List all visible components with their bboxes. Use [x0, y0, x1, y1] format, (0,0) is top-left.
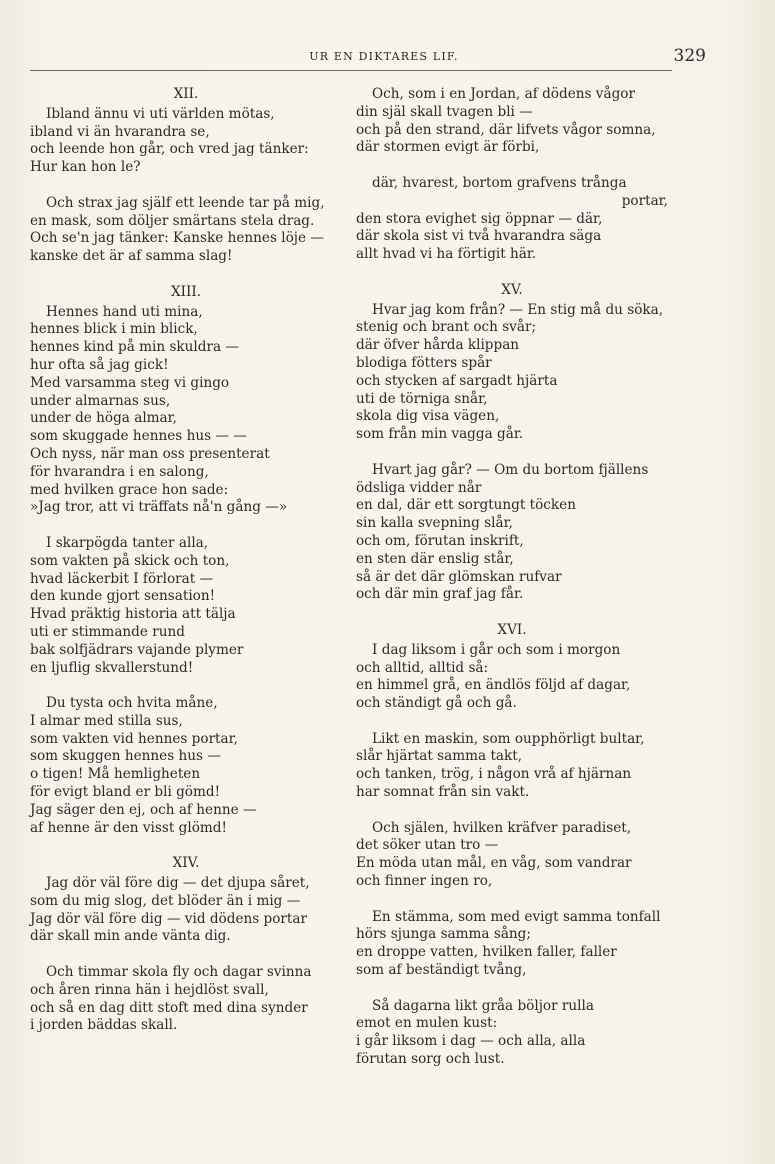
- stanza: [30, 195, 342, 266]
- poem-line: Och se'n jag tänker: Kanske hennes löje —: [30, 230, 324, 247]
- page-number: 329: [673, 46, 706, 66]
- poem-line: En stämma, som med evigt samma tonfall: [372, 908, 661, 925]
- poem-line: hennes kind på min skuldra —: [30, 339, 239, 356]
- header-rule: [30, 70, 672, 71]
- stanza: [30, 304, 342, 518]
- section-number: XIV.: [172, 855, 200, 872]
- poem-line: Ibland ännu vi uti världen mötas,: [46, 105, 275, 122]
- poem-line: den stora evighet sig öppnar — där,: [356, 210, 603, 227]
- poem-line: Hur kan hon le?: [30, 159, 141, 176]
- poem-line: Jag dör väl före dig — det djupa såret,: [46, 875, 310, 892]
- poem-line: där stormen evigt är förbi,: [356, 139, 540, 156]
- poem-line: och ständigt gå och gå.: [356, 695, 517, 712]
- poem-line: Hennes hand uti mina,: [46, 303, 203, 320]
- poem-line: och på den strand, där lifvets vågor somna,: [356, 121, 656, 138]
- poem-line: emot en mulen kust:: [356, 1015, 498, 1032]
- poem-line: I dag liksom i går och som i morgon: [372, 641, 621, 658]
- poem-line: Hvart jag går? — Om du bortom fjällens: [372, 461, 649, 478]
- stanza: [30, 535, 342, 677]
- page-header: [30, 46, 738, 68]
- poem-line: som skuggade hennes hus — —: [30, 428, 247, 445]
- section-number: XII.: [173, 86, 199, 102]
- poem-line: ödsliga vidder når: [356, 479, 482, 496]
- left-column: [30, 86, 342, 1053]
- poem-line: som af beständigt tvång,: [356, 962, 527, 979]
- poem-line: blodiga fötters spår: [356, 354, 492, 371]
- poem-line: med hvilken grace hon sade:: [30, 481, 229, 498]
- poem-line: en droppe vatten, hvilken faller, faller: [356, 944, 617, 961]
- poem-line: allt hvad vi ha förtigit här.: [356, 246, 537, 263]
- poem-line: så är det där glömskan rufvar: [356, 568, 562, 585]
- poem-line: af henne är den visst glömd!: [30, 819, 227, 836]
- stanza: [30, 964, 342, 1035]
- stanza: [30, 875, 342, 946]
- poem-line: hvad läckerbit I förlorat —: [30, 570, 214, 587]
- stanza: [356, 998, 668, 1069]
- poem-line: som vakten på skick och ton,: [30, 552, 230, 569]
- poem-line: och där min graf jag får.: [356, 586, 524, 603]
- poem-line: Och själen, hvilken kräfver paradiset,: [372, 819, 632, 836]
- poem-line: stenig och brant och svår;: [356, 319, 537, 336]
- poem-line: »Jag tror, att vi träffats nå'n gång —»: [30, 499, 288, 516]
- poem-line: hörs sjunga samma sång;: [356, 926, 531, 943]
- poem-line: och tanken, trög, i någon vrå af hjärnan: [356, 766, 632, 783]
- poem-line: skola dig visa vägen,: [356, 408, 500, 425]
- poem-line: Och, som i en Jordan, af dödens vågor: [372, 86, 635, 102]
- poem-line: Med varsamma steg vi gingo: [30, 374, 230, 391]
- poem-line: och finner ingen ro,: [356, 873, 493, 890]
- poem-line: uti er stimmande rund: [30, 623, 185, 640]
- poem-line: I skarpögda tanter alla,: [46, 534, 209, 551]
- poem-line: sin kalla svepning slår,: [356, 515, 513, 532]
- right-column: [356, 86, 668, 1087]
- stanza: [356, 86, 668, 157]
- stanza: [30, 106, 342, 177]
- poem-line: och alltid, alltid så:: [356, 659, 489, 676]
- stanza: [356, 302, 668, 444]
- poem-line: och stycken af sargadt hjärta: [356, 372, 558, 389]
- poem-line: I almar med stilla sus,: [30, 712, 183, 729]
- stanza: [356, 909, 668, 980]
- stanza: [356, 820, 668, 891]
- stanza: [356, 731, 668, 802]
- poem-line: kanske det är af samma slag!: [30, 248, 233, 265]
- poem-line: där, hvarest, bortom grafvens trånga: [372, 174, 627, 191]
- stanza: [30, 695, 342, 837]
- poem-line: under de höga almar,: [30, 410, 177, 427]
- poem-line: Jag dör väl före dig — vid dödens portar: [30, 910, 307, 927]
- poem-line: en dal, där ett sorgtungt töcken: [356, 497, 576, 514]
- poem-line: en sten där enslig står,: [356, 550, 514, 567]
- poem-line: En möda utan mål, en våg, som vandrar: [356, 855, 632, 872]
- poem-line: slår hjärtat samma takt,: [356, 748, 523, 765]
- poem-line: den kunde gjort sensation!: [30, 588, 216, 605]
- stanza: [356, 175, 668, 264]
- poem-line: o tigen! Må hemligheten: [30, 766, 201, 783]
- poem-line: hennes blick i min blick,: [30, 321, 198, 338]
- poem-line: för hvarandra i en salong,: [30, 463, 209, 480]
- running-title: UR EN DIKTARES LIF.: [309, 50, 459, 63]
- poem-line: där skola sist vi två hvarandra säga: [356, 228, 602, 245]
- poem-line: din själ skall tvagen bli —: [356, 103, 533, 120]
- poem-line: som skuggen hennes hus —: [30, 748, 221, 765]
- poem-line: där öfver hårda klippan: [356, 337, 520, 354]
- poem-line: Så dagarna likt gråa böljor rulla: [372, 997, 594, 1014]
- poem-line: en mask, som döljer smärtans stela drag.: [30, 212, 315, 229]
- poem-line: Hvad präktig historia att tälja: [30, 606, 236, 623]
- section-number: XVI.: [497, 621, 527, 638]
- poem-line: under almarnas sus,: [30, 392, 171, 409]
- poem-line: en ljuflig skvallerstund!: [30, 659, 194, 676]
- section-number: XIII.: [170, 283, 202, 300]
- section-number: XV.: [501, 281, 523, 298]
- poem-line: Du tysta och hvita måne,: [46, 695, 218, 712]
- poem-line: Och nyss, när man oss presenterat: [30, 445, 270, 462]
- poem-line: Likt en maskin, som oupphörligt bultar,: [372, 730, 645, 747]
- poem-line: ibland vi än hvarandra se,: [30, 123, 210, 140]
- poem-line: i går liksom i dag — och alla, alla: [356, 1033, 586, 1050]
- poem-line: Jag säger den ej, och af henne —: [30, 801, 257, 818]
- poem-line: Och timmar skola fly och dagar svinna: [46, 964, 312, 981]
- poem-line: där skall min ande vänta dig.: [30, 928, 231, 945]
- poem-line: för evigt bland er bli gömd!: [30, 784, 221, 801]
- poem-line: som du mig slog, det blöder än i mig —: [30, 892, 301, 909]
- stanza: [356, 462, 668, 604]
- poem-line: Och strax jag själf ett leende tar på mig,: [46, 194, 325, 211]
- poem-line: och så en dag ditt stoft med dina synder: [30, 999, 308, 1016]
- poem-line: och om, förutan inskrift,: [356, 532, 524, 549]
- poem-line: som vakten vid hennes portar,: [30, 730, 238, 747]
- poem-line: och åren rinna hän i hejdlöst svall,: [30, 981, 269, 998]
- poem-line: hur ofta så jag gick!: [30, 356, 169, 373]
- poem-line: och leende hon går, och vred jag tänker:: [30, 141, 309, 158]
- poem-line: i jorden bäddas skall.: [30, 1017, 178, 1034]
- poem-line: bak solfjädrars vajande plymer: [30, 641, 244, 658]
- poem-line: en himmel grå, en ändlös följd af dagar,: [356, 677, 631, 694]
- poem-line: det söker utan tro —: [356, 837, 499, 854]
- poem-line: förutan sorg och lust.: [356, 1051, 505, 1068]
- stanza: [356, 642, 668, 713]
- poem-line: Hvar jag kom från? — En stig må du söka,: [372, 301, 664, 318]
- poem-line: uti de törniga snår,: [356, 390, 488, 407]
- poem-line: portar,: [621, 192, 668, 209]
- poem-line: har somnat från sin vakt.: [356, 784, 530, 801]
- poem-line: som från min vagga går.: [356, 426, 524, 443]
